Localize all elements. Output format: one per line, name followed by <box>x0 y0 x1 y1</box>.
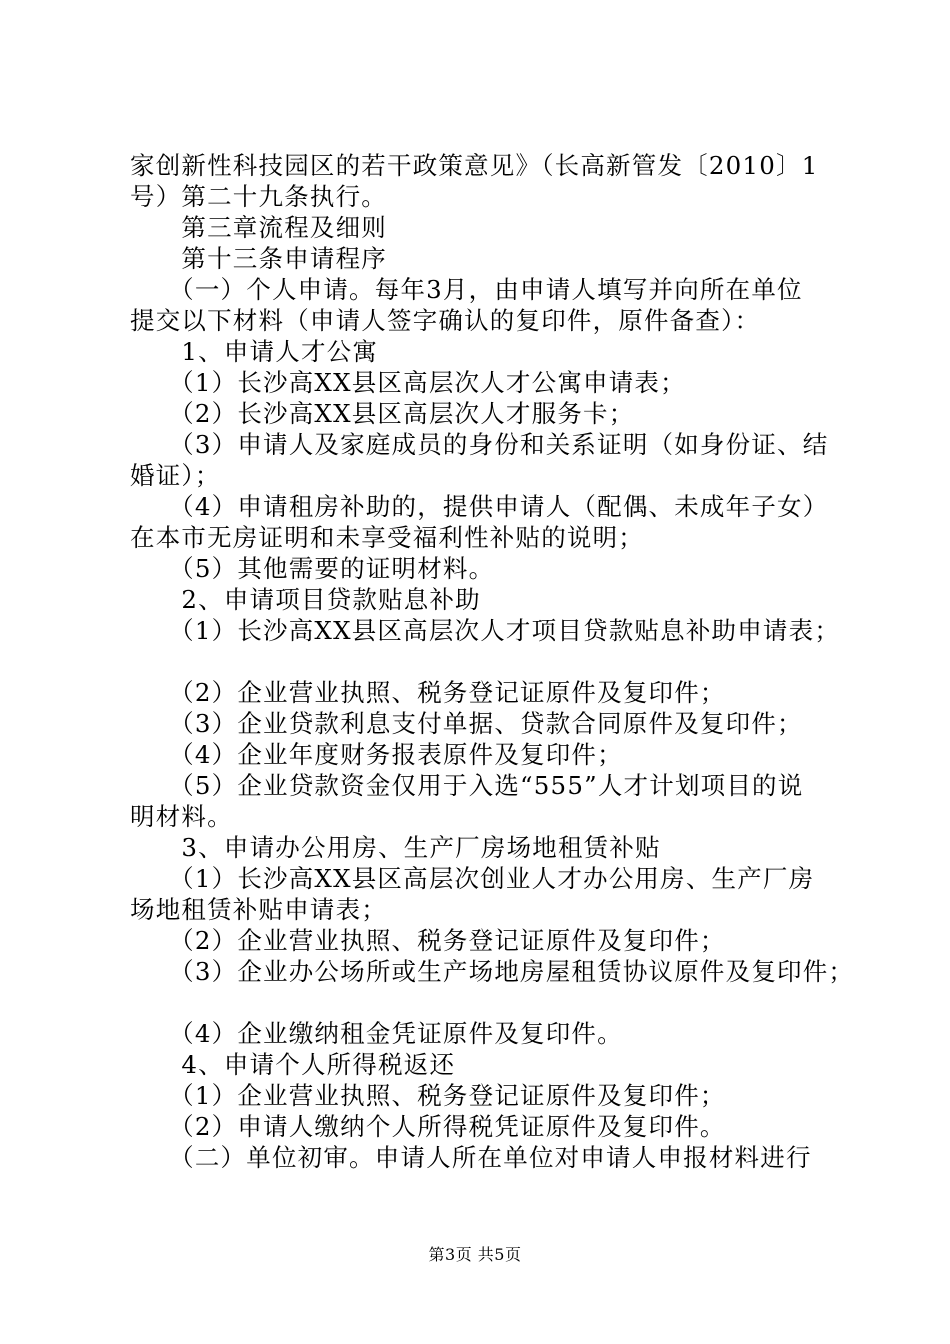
text-line: 3、申请办公用房、生产厂房场地租赁补贴 <box>130 833 661 862</box>
text-line: 明材料。 <box>130 802 233 831</box>
text-line: （一）个人申请。每年3月，由申请人填写并向所在单位 <box>130 275 803 304</box>
text-line: （4）申请租房补助的，提供申请人（配偶、未成年子女） <box>130 492 829 521</box>
text-line: 提交以下材料（申请人签字确认的复印件，原件备查）： <box>130 306 761 335</box>
text-line: （二）单位初审。申请人所在单位对申请人申报材料进行 <box>130 1143 812 1172</box>
text-line: 婚证）； <box>130 461 221 490</box>
text-line: （1）企业营业执照、税务登记证原件及复印件； <box>130 1081 726 1110</box>
text-line: （5）企业贷款资金仅用于入选“555”人才计划项目的说 <box>130 771 804 800</box>
text-line: 第三章流程及细则 <box>130 213 387 242</box>
text-line: 第十三条申请程序 <box>130 244 387 273</box>
text-line: 号）第二十九条执行。 <box>130 182 387 211</box>
text-line: 在本市无房证明和未享受福利性补贴的说明； <box>130 523 644 552</box>
text-line: 家创新性科技园区的若干政策意见》（长高新管发〔2010〕1 <box>130 151 819 180</box>
text-line: （4）企业年度财务报表原件及复印件； <box>130 740 623 769</box>
text-line: 2、申请项目贷款贴息补助 <box>130 585 481 614</box>
text-line: （2）长沙高XX县区高层次人才服务卡； <box>130 399 635 428</box>
text-line: 场地租赁补贴申请表； <box>130 895 387 924</box>
text-line: （1）长沙高XX县区高层次人才项目贷款贴息补助申请表； <box>130 616 841 645</box>
document-body <box>130 150 855 1173</box>
page-footer: 第3页 共5页 <box>428 1245 522 1264</box>
text-line: 4、申请个人所得税返还 <box>130 1050 456 1079</box>
blank-line <box>130 646 840 677</box>
text-line: （5）其他需要的证明材料。 <box>130 554 495 583</box>
text-line: （2）申请人缴纳个人所得税凭证原件及复印件。 <box>130 1112 726 1141</box>
text-line: （3）申请人及家庭成员的身份和关系证明（如身份证、结 <box>130 430 829 459</box>
text-line: 1、申请人才公寓 <box>130 337 379 366</box>
text-line: （2）企业营业执照、税务登记证原件及复印件； <box>130 926 726 955</box>
text-line: （3）企业办公场所或生产场地房屋租赁协议原件及复印件； <box>130 957 855 986</box>
blank-line <box>130 987 840 1018</box>
text-line: （1）长沙高XX县区高层次创业人才办公用房、生产厂房 <box>130 864 815 893</box>
text-line: （2）企业营业执照、税务登记证原件及复印件； <box>130 678 726 707</box>
text-line: （1）长沙高XX县区高层次人才公寓申请表； <box>130 368 686 397</box>
text-line: （3）企业贷款利息支付单据、贷款合同原件及复印件； <box>130 709 803 738</box>
text-line: （4）企业缴纳租金凭证原件及复印件。 <box>130 1019 623 1048</box>
